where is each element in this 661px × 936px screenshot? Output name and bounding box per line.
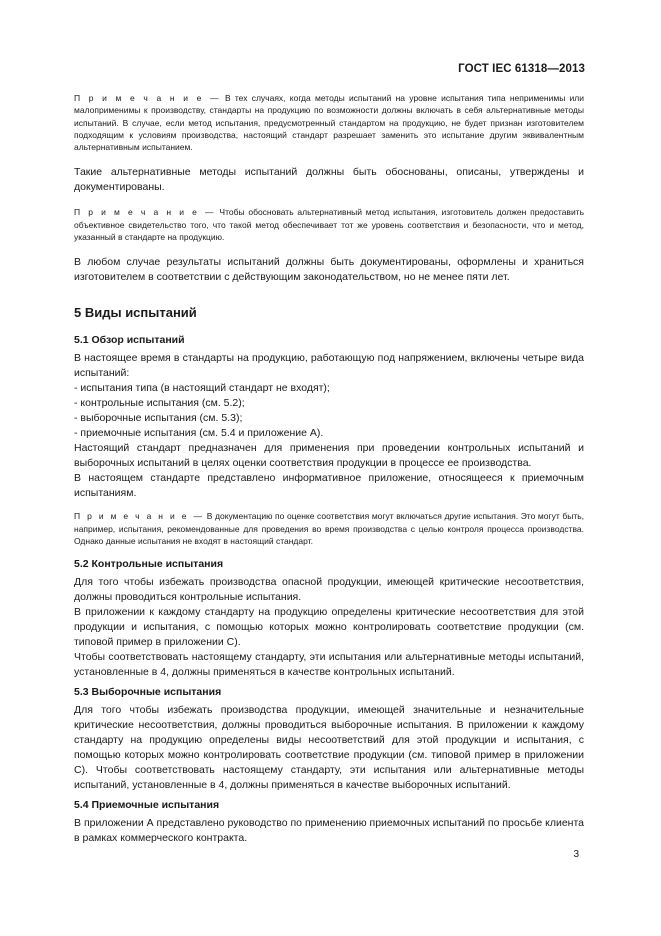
section-5-2-paragraph-1: Для того чтобы избежать производства опасной продукции, имеющей критические несоответствия, должны проводиться контрольные испытания. bbox=[74, 576, 584, 604]
page-number: 3 bbox=[573, 849, 579, 860]
section-5-1-title: 5.1 Обзор испытаний bbox=[74, 334, 185, 347]
list-item: - приемочные испытания (см. 5.4 и приложение А). bbox=[74, 427, 324, 440]
document-code: ГОСТ IEC 61318—2013 bbox=[458, 63, 585, 75]
section-5-2-title: 5.2 Контрольные испытания bbox=[74, 558, 224, 571]
paragraph-alternative-methods: Такие альтернативные методы испытаний должны быть обоснованы, описаны, утверждены и документированы. bbox=[74, 166, 584, 194]
section-5-2-paragraph-3: Чтобы соответствовать настоящему стандарту, эти испытания или альтернативные методы испытаний, установленные в 4, должны применяться в качестве контрольных испытаний. bbox=[74, 651, 584, 679]
section-5-1-paragraph-2: Настоящий стандарт предназначен для применения при проведении контрольных испытаний и выборочных испытаний в целях оценки соответствия продукции в процессе ее производства. bbox=[74, 442, 584, 470]
section-5-2-paragraph-2: В приложении к каждому стандарту на продукцию определены критические несоответствия для этой продукции и испытания, с помощью которых можно контролировать соответствие продукции (см. типовой пример в приложении С). bbox=[74, 606, 584, 649]
test-types-list bbox=[74, 381, 584, 441]
section-5-1-intro: В настоящее время в стандарты на продукцию, работающую под напряжением, включены четыре вида испытаний: bbox=[74, 352, 584, 380]
list-item: - испытания типа (в настоящий стандарт не входят); bbox=[74, 382, 330, 395]
section-5-4-paragraph-1: В приложении А представлено руководство по применению приемочных испытаний по просьбе клиента в рамках коммерческого контракта. bbox=[74, 817, 584, 845]
section-5-1-note-text: В документацию по оценке соответствия могут включаться другие испытания. Это могут быть, например, испытания, рекомендованные для проведения во время производства с целью контроля процесса производства. Однако данные испытания не входят в настоящий стандарт. bbox=[74, 511, 584, 546]
paragraph-documentation: В любом случае результаты испытаний должны быть документированы, оформлены и храниться изготовителем в соответствии с действующим законодательством, но не менее пяти лет. bbox=[74, 256, 584, 284]
section-5-3-title: 5.3 Выборочные испытания bbox=[74, 686, 222, 699]
note-2-text: Чтобы обосновать альтернативный метод испытания, изготовитель должен предоставить объективное свидетельство того, что такой метод обеспечивает тот же уровень соответствия и безопасности, что и метод, указанный в стандарте на продукцию. bbox=[74, 207, 585, 243]
list-item: - выборочные испытания (см. 5.3); bbox=[74, 412, 243, 425]
note-1-label: П р и м е ч а н и е — bbox=[74, 93, 221, 103]
section-5-title: 5 Виды испытаний bbox=[74, 305, 197, 321]
section-5-1-note bbox=[74, 510, 584, 547]
page-content bbox=[74, 92, 584, 846]
list-item: - контрольные испытания (см. 5.2); bbox=[74, 397, 245, 410]
section-5-1-note-label: П р и м е ч а н и е — bbox=[74, 511, 205, 522]
note-1-text: В тех случаях, когда методы испытаний на уровне испытания типа неприменимы или малоприменимы к производству, стандарты на продукцию по возможности должны включать в себя альтернативные методы испытаний. В случае, если метод испытания, предусмотренный стандартом на продукцию, не будет признан изготовителем подходящим к условиям производства, настоящий стандарт разрешает заменить это испытание другим эквивалентным альтернативным испытанием. bbox=[74, 93, 585, 153]
note-2-label: П р и м е ч а н и е — bbox=[74, 207, 216, 218]
note-2 bbox=[74, 206, 584, 243]
section-5-4-title: 5.4 Приемочные испытания bbox=[74, 799, 220, 812]
section-5-3-paragraph-1: Для того чтобы избежать производства продукции, имеющей значительные и незначительные критические несоответствия, должны проводиться выборочные испытания. В приложении к каждому стандарту на продукцию определены виды несоответствий для этой продукции и испытания, с помощью которых можно контролировать соответствие продукции (см. типовой пример в приложении С). Чтобы соответствовать настоящему стандарту, эти испытания или альтернативные методы испытаний, установленные в 4, должны применяться в качестве выборочных испытаний. bbox=[74, 704, 584, 792]
section-5-1-paragraph-3: В настоящем стандарте представлено информативное приложение, относящееся к приемочным испытаниям. bbox=[74, 472, 584, 500]
note-1 bbox=[74, 92, 584, 153]
